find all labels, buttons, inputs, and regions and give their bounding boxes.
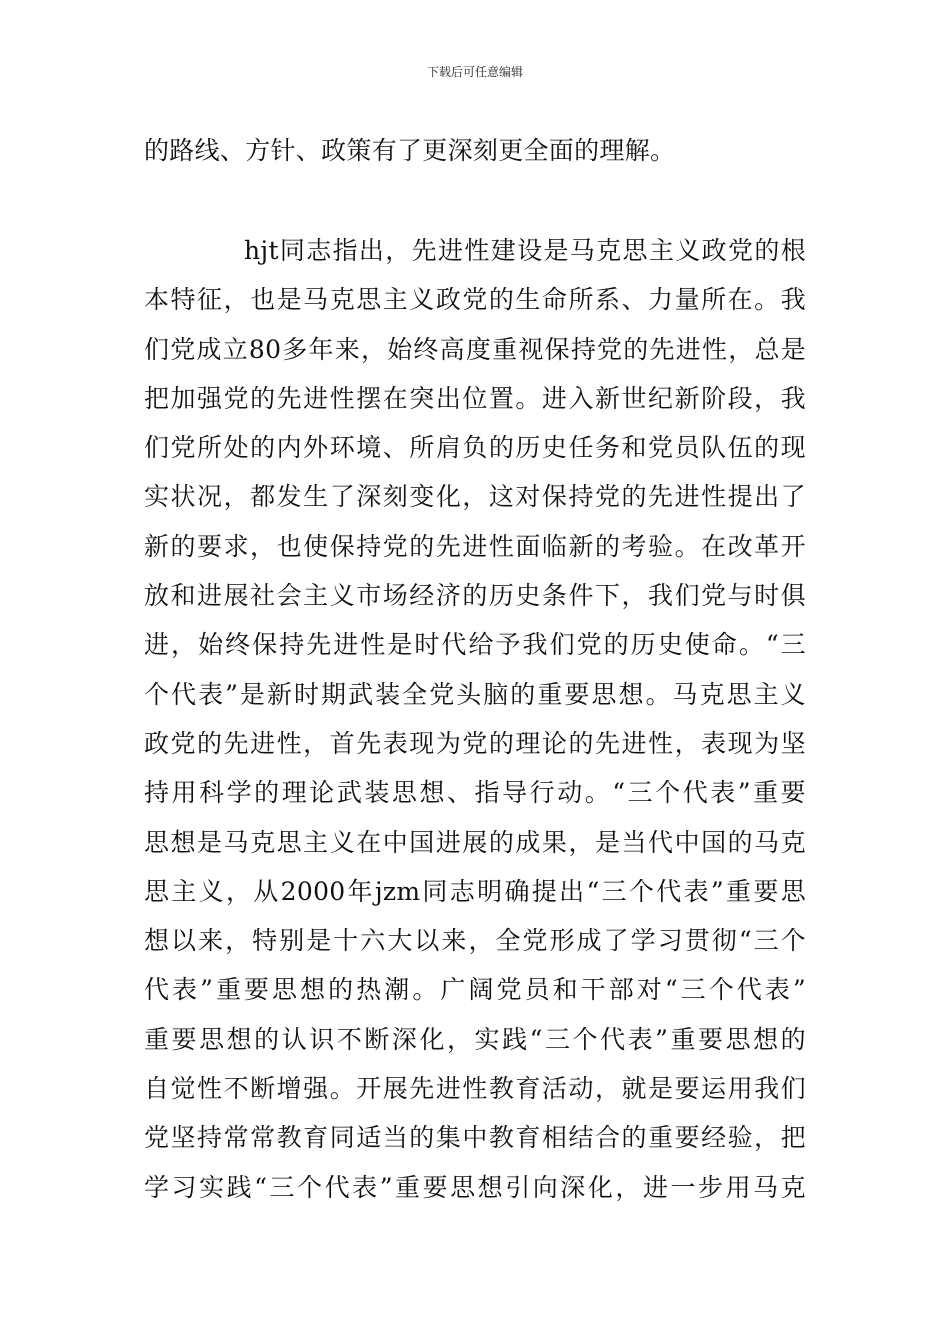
text-line: 本特征，也是马克思主义政党的生命所系、力量所在。我 <box>144 285 806 315</box>
text-line: 新的要求，也使保持党的先进性面临新的考验。在改革开 <box>144 531 806 561</box>
text-line: 的路线、方针、政策有了更深刻更全面的理解。 <box>144 136 676 165</box>
text-line: 想以来，特别是十六大以来，全党形成了学习贯彻“三个 <box>144 926 806 956</box>
paragraph-main <box>144 226 806 1212</box>
paragraph-continuation <box>144 126 806 175</box>
text-line: 思主义，从2000年jzm同志明确提出“三个代表”重要思 <box>144 876 806 906</box>
text-line: 学习实践“三个代表”重要思想引向深化，进一步用马克 <box>144 1172 806 1202</box>
text-line: 自觉性不断增强。开展先进性教育活动，就是要运用我们 <box>144 1074 806 1104</box>
text-line: 持用科学的理论武装思想、指导行动。“三个代表”重要 <box>144 778 806 808</box>
text-line: 放和进展社会主义市场经济的历史条件下，我们党与时俱 <box>144 581 806 611</box>
text-line-indented: hjt同志指出，先进性建设是马克思主义政党的根 <box>244 236 806 265</box>
text-line: 把加强党的先进性摆在突出位置。进入新世纪新阶段，我 <box>144 383 806 413</box>
page-header: 下载后可任意编辑 <box>426 65 523 79</box>
text-line: 个代表”是新时期武装全党头脑的重要思想。马克思主义 <box>144 679 806 709</box>
text-line: 思想是马克思主义在中国进展的成果，是当代中国的马克 <box>144 827 806 857</box>
text-line: 党坚持常常教育同适当的集中教育相结合的重要经验，把 <box>144 1123 806 1153</box>
text-line: 政党的先进性，首先表现为党的理论的先进性，表现为坚 <box>144 728 806 758</box>
text-line: 进，始终保持先进性是时代给予我们党的历史使命。“三 <box>144 630 806 660</box>
text-line: 们党所处的内外环境、所肩负的历史任务和党员队伍的现 <box>144 433 806 463</box>
text-line: 重要思想的认识不断深化，实践“三个代表”重要思想的 <box>144 1024 806 1054</box>
text-line: 代表”重要思想的热潮。广阔党员和干部对“三个代表” <box>144 975 806 1005</box>
text-line: 实状况，都发生了深刻变化，这对保持党的先进性提出了 <box>144 482 806 512</box>
text-line: 们党成立80多年来，始终高度重视保持党的先进性，总是 <box>144 334 806 364</box>
